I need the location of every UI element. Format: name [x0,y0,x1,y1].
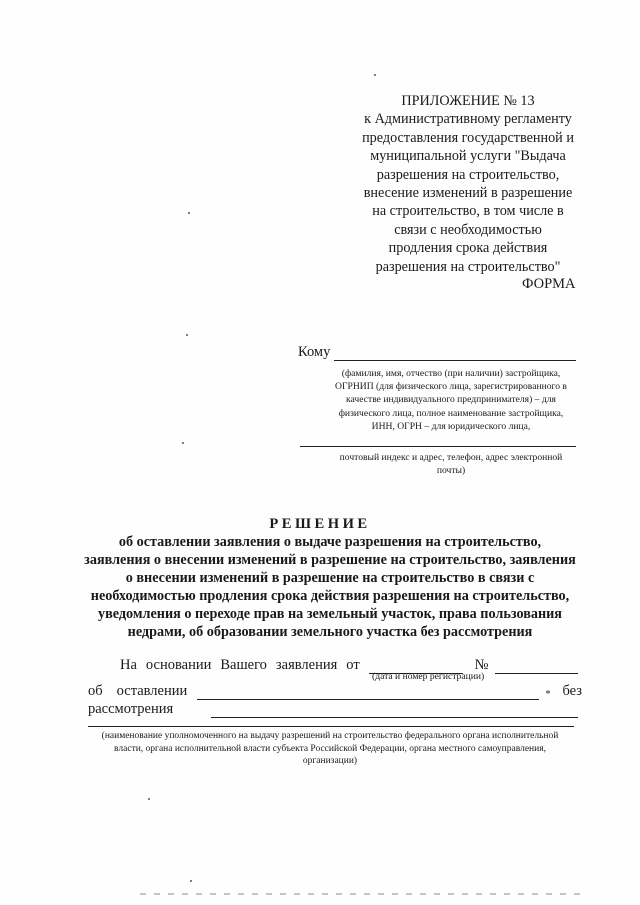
recipient-hint [326,367,576,433]
basis-word: основании [145,657,212,673]
authority-name-field[interactable] [211,705,578,718]
decision-subtitle-line: заявления о внесении изменений в разрешение на строительство, заявления [84,552,576,568]
appendix-header [356,92,580,276]
decision-subtitle-line: о внесении изменений в разрешение на строительство в связи с [125,570,535,586]
recipient-block [298,344,576,477]
basis-word: Вашего [220,657,267,673]
appendix-line: разрешения на строительство, [376,166,560,183]
leave-word: об [88,683,103,699]
consideration-row [88,701,578,718]
decision-subtitle-line: недрами, об образовании земельного участка без рассмотрения [127,624,533,640]
decision-subtitle-line: уведомления о переходе прав на земельный участок, права пользования [98,606,562,622]
basis-word: заявления [275,657,338,673]
registration-hint: (дата и номер регистрации) [372,671,485,682]
scan-speck [186,334,188,336]
decision-title: РЕШЕНИЕ [269,516,371,532]
appendix-line: связи с необходимостью [394,221,542,238]
recipient-row [298,344,576,361]
scan-speck [190,880,192,882]
leave-word: оставлении [116,683,188,699]
basis-word: от [346,657,360,673]
appendix-line: предоставления государственной и [362,129,574,146]
appendix-line: ПРИЛОЖЕНИЕ № 13 [401,93,535,109]
appendix-line: внесение изменений в разрешение [363,185,573,202]
authority-name-field-2[interactable] [88,726,574,727]
appendix-line: продления срока действия [388,240,548,257]
scan-speck [182,442,184,444]
basis-row [120,657,578,674]
leave-subject-field[interactable] [197,687,539,700]
recipient-hint-line: ОГРНИП (для физического лица, зарегистрированного в [335,381,567,393]
decision-subtitle-line: об оставлении заявления о выдаче разрешения на строительство, [118,534,542,550]
appendix-line: к Административному регламенту [364,111,572,128]
authority-hint-line: власти, органа исполнительной власти субъекта Российской Федерации, органа местного самоуправления, [114,743,546,754]
leave-row [88,683,582,700]
form-label: ФОРМА [522,276,576,292]
recipient-hint-line: (фамилия, имя, отчество (при наличии) застройщика, [341,368,561,379]
recipient-hint-line: ИНН, ОГРН – для юридического лица, [371,420,531,432]
appendix-line: муниципальной услуги "Выдача [370,148,566,165]
number-sign: № [474,657,489,673]
scan-speck [148,798,150,800]
appendix-line: разрешения на строительство" [375,258,561,275]
decision-subtitle-line: необходимостью продления срока действия разрешения на строительство, [90,588,570,604]
scan-speck [374,74,376,76]
authority-hint-line: (наименование уполномоченного на выдачу разрешений на строительство федерального органа исполнительной [101,731,559,741]
recipient-hint-line: физического лица, полное наименование застройщика, [338,407,564,419]
recipient-address-hint-line: почты) [436,465,466,477]
basis-word: На [120,657,137,673]
authority-hint [80,730,580,768]
leave-end-word: без [562,683,582,699]
recipient-hint-line: качестве индивидуального предпринимателя) – для [346,394,556,406]
recipient-address-field[interactable] [300,446,576,447]
authority-hint-line: организации) [302,756,358,767]
application-number-field[interactable] [495,661,578,674]
appendix-line: на строительство, в том числе в [372,203,564,220]
scan-edge-artifact [140,893,580,895]
recipient-address-hint [326,451,576,477]
recipient-label: Кому [298,344,331,360]
recipient-name-field[interactable] [334,348,576,361]
footnote-star: * [545,689,551,700]
consideration-word: рассмотрения [88,701,174,717]
recipient-address-hint-line: почтовый индекс и адрес, телефон, адрес электронной [339,452,563,464]
decision-subtitle [72,533,588,641]
scan-speck [188,212,190,214]
